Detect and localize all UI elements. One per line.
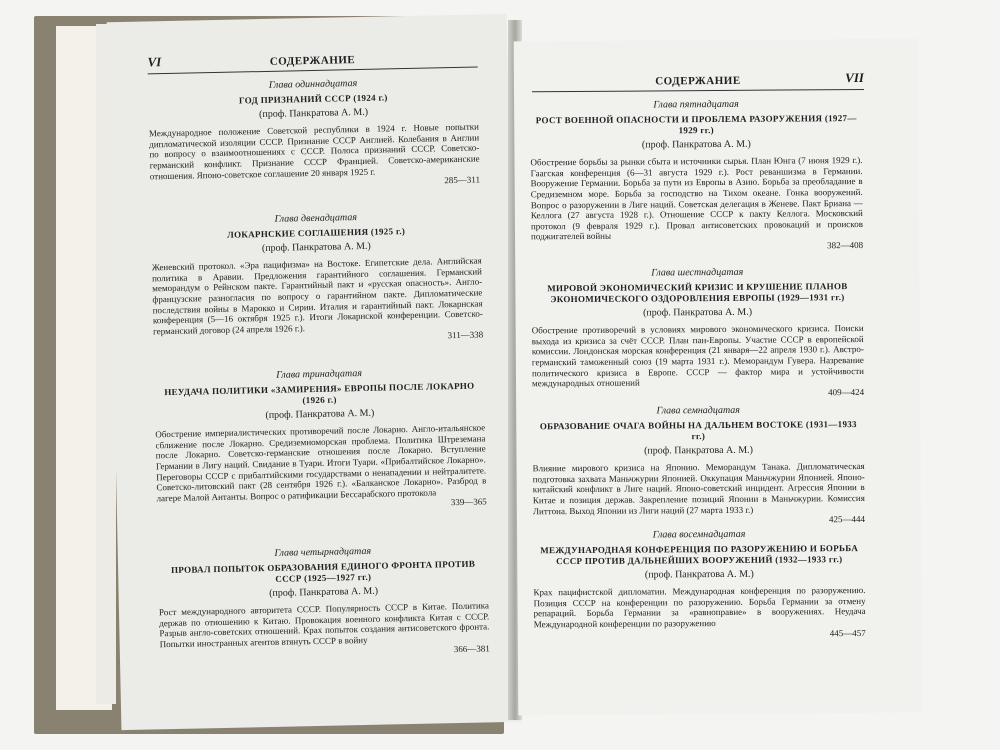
chapter-title: ПРОВАЛ ПОПЫТОК ОБРАЗОВАНИЯ ЕДИНОГО ФРОНТА ПРОТИВ СССР (1925—1927 гг.) (170, 558, 476, 584)
chapter-author: (проф. Панкратова А. М.) (643, 306, 753, 319)
chapter-title: РОСТ ВОЕННОЙ ОПАСНОСТИ И ПРОБЛЕМА РАЗОРУЖЕНИЯ (1927—1929 гг.) (535, 112, 857, 135)
chapter-title: ОБРАЗОВАНИЕ ОЧАГА ВОЙНЫ НА ДАЛЬНЕМ ВОСТОКЕ (1931—1933 гг.) (539, 418, 857, 441)
running-header (532, 67, 864, 92)
chapter-pages: 311—338 (447, 329, 484, 341)
chapter-author: (проф. Панкратова А. М.) (259, 106, 369, 120)
left-page (107, 14, 522, 730)
chapter-label: Глава семнадцатая (656, 404, 740, 417)
chapter-entry (148, 77, 480, 193)
chapter-title: ЛОКАРНСКИЕ СОГЛАШЕНИЯ (1925 г.) (226, 225, 406, 240)
chapter-summary: Международное положение Советской республики в 1924 г. Новые попытки дипломатической изоляции СССР. Признание СССР Англией. Колебания в Англии по вопросу о взаимоотношениях с СССР. Полоса признаний СССР. Советско-германский конфликт. Признание СССР Францией. Советско-американские отношения. Японо-советское соглашение 20 января 1925 г. (148, 121, 480, 181)
chapter-summary: Влияние мирового кризиса на Японию. Меморандум Танака. Дипломатическая подготовка захвата Маньчжурии Японией. Оккупация Маньчжурии Японией. Японо-китайский конфликт в Лиге наций. Японо-советский инцидент. Агрессия Японии в Китае и позиция держав. Закрепление позиций Японии в Маньчжурии. Комиссия Литтона. Выход Японии из Лиги наций (27 марта 1933 г.) (532, 461, 865, 516)
chapter-summary: Рост международного авторитета СССР. Популярность СССР в Китае. Политика держав по отношению к Китаю. Провокация военного конфликта Китая с СССР. Разрыв англо-советских отношений. Крах попыток создания антисоветского фронта. Попытки иностранных агентов втянуть СССР в войну (158, 600, 490, 650)
chapter-title: МЕЖДУНАРОДНАЯ КОНФЕРЕНЦИЯ ПО РАЗОРУЖЕНИЮ И БОРЬБА СССР ПРОТИВ ДАЛЬНЕЙШИХ ВООРУЖЕНИЙ (1932—1933 гг.) (540, 542, 859, 566)
chapter-pages: 382—408 (827, 239, 864, 251)
chapter-label: Глава четырнадцатая (274, 545, 372, 559)
chapter-pages: 445—457 (829, 627, 866, 638)
chapter-entry (533, 529, 866, 640)
chapter-entry (151, 210, 484, 347)
page-number: VII (845, 69, 864, 86)
chapter-author: (проф. Панкратова А. М.) (269, 585, 379, 599)
chapter-author: (проф. Панкратова А. М.) (641, 138, 751, 151)
chapter-pages: 409—424 (828, 386, 865, 397)
running-title: СОДЕРЖАНИЕ (269, 54, 356, 68)
chapter-label: Глава двенадцатая (274, 212, 358, 225)
chapter-pages: 285—311 (444, 174, 481, 186)
chapter-pages: 339—365 (450, 496, 487, 508)
chapter-summary: Обострение противоречий в условиях мирового экономического кризиса. Поиски выхода из кризиса за счёт СССР. План пан-Европы. Участие СССР в европейской комиссии. Лондонская морская конференция (21 января—22 апреля 1930 г.). Австро-германский таможенный союз (19 марта 1931 г.). Меморандум Гувера. Назревание политического кризиса в Европе. СССР — фактор мира и устойчивости международных отношений (531, 323, 864, 389)
chapter-author: (проф. Панкратова А. М.) (261, 240, 371, 254)
chapter-entry (532, 405, 865, 527)
chapter-entry (154, 366, 487, 514)
chapter-entry (530, 99, 863, 253)
chapter-entry (531, 267, 864, 400)
chapter-label: Глава восемнадцатая (652, 528, 746, 541)
running-header (147, 45, 477, 75)
chapter-label: Глава шестнадцатая (651, 266, 744, 279)
chapter-label: Глава одиннадцатая (268, 78, 358, 91)
chapter-label: Глава пятнадцатая (653, 98, 739, 111)
chapter-summary: Обострение империалистических противоречий после Локарно. Англо-итальянское сближение после Локарно. Средиземноморская проблема. Политика Штреземана после Локарно. Советско-германские отношения после Локарно. Вступление Германии в Лигу наций. Свидание в Туари. Итоги Туари. «Прибалтийское Локарно». Переговоры СССР с прибалтийскими государствами о ненападении и нейтралитете. Советско-литовский пакт (28 сентября 1926 г.). «Балканское Локарно». Разброд в лагере Малой Антанты. Вопрос о ратификации Бессарабского протокола (155, 422, 487, 504)
chapter-author: (проф. Панкратова А. М.) (644, 568, 754, 581)
chapter-pages: 366—381 (453, 642, 490, 654)
chapter-title: НЕУДАЧА ПОЛИТИКИ «ЗАМИРЕНИЯ» ЕВРОПЫ ПОСЛЕ ЛОКАРНО (1926 г.) (164, 380, 475, 405)
running-title: СОДЕРЖАНИЕ (655, 74, 741, 88)
chapter-entry (158, 544, 490, 660)
chapter-author: (проф. Панкратова А. М.) (265, 407, 375, 421)
chapter-summary: Женевский протокол. «Эра пацифизма» на Востоке. Египетские дела. Английская политика в Аравии. Предложения гарантийного соглашения. Германский меморандум о Рейнском пакте. Гарантийный пакт и «русская опасность». Англо-французские разногласия по вопросу о гарантийном пакте. Дипломатические последствия войны в Марокко и Сирии. Италия и гарантийный пакт. Локарнская конференция (5—16 октября 1925 г.). Итоги Локарнской конференции. Советско-германский договор (24 апреля 1926 г.). (151, 255, 483, 337)
chapter-summary: Крах пацифистской дипломатии. Международная конференция по разоружению. Позиция СССР на конференции по разоружению. Борьба Германии за отмену репараций. Борьба Германии за «равноправие» в вооружениях. Неудача Международной конференции по разоружению (533, 585, 866, 630)
chapter-summary: Обострение борьбы за рынки сбыта и источники сырья. План Юнга (7 июня 1929 г.). Гаагская конференция (6—31 августа 1929 г.). Рост реваншизма в Германии. Вооружение Германии. Борьба за пути из Европы в Азию. Борьба за преобладание в Средиземном море. Борьба за господство на Тихом океане. Гонка вооружений. Вопрос о разоружении в Лиге наций. Советская делегация в Женеве. Пакт Бриана — Келлога (27 августа 1928 г.). Отношение СССР к пакту Келлога. Московский протокол (9 февраля 1929 г.). Провал антисоветских провокаций и происков поджигателей войны (530, 155, 863, 242)
chapter-pages: 425—444 (828, 514, 866, 525)
right-page (514, 39, 923, 716)
page-number: VI (147, 54, 162, 70)
chapter-label: Глава тринадцатая (276, 367, 363, 381)
chapter-author: (проф. Панкратова А. М.) (644, 444, 754, 457)
chapter-title: МИРОВОЙ ЭКОНОМИЧЕСКИЙ КРИЗИС И КРУШЕНИЕ ПЛАНОВ ЭКОНОМИЧЕСКОГО ОЗДОРОВЛЕНИЯ ЕВРОПЫ (1929—1931 гг.) (547, 280, 848, 304)
chapter-title: ГОД ПРИЗНАНИЙ СССР (1924 г.) (238, 91, 388, 106)
